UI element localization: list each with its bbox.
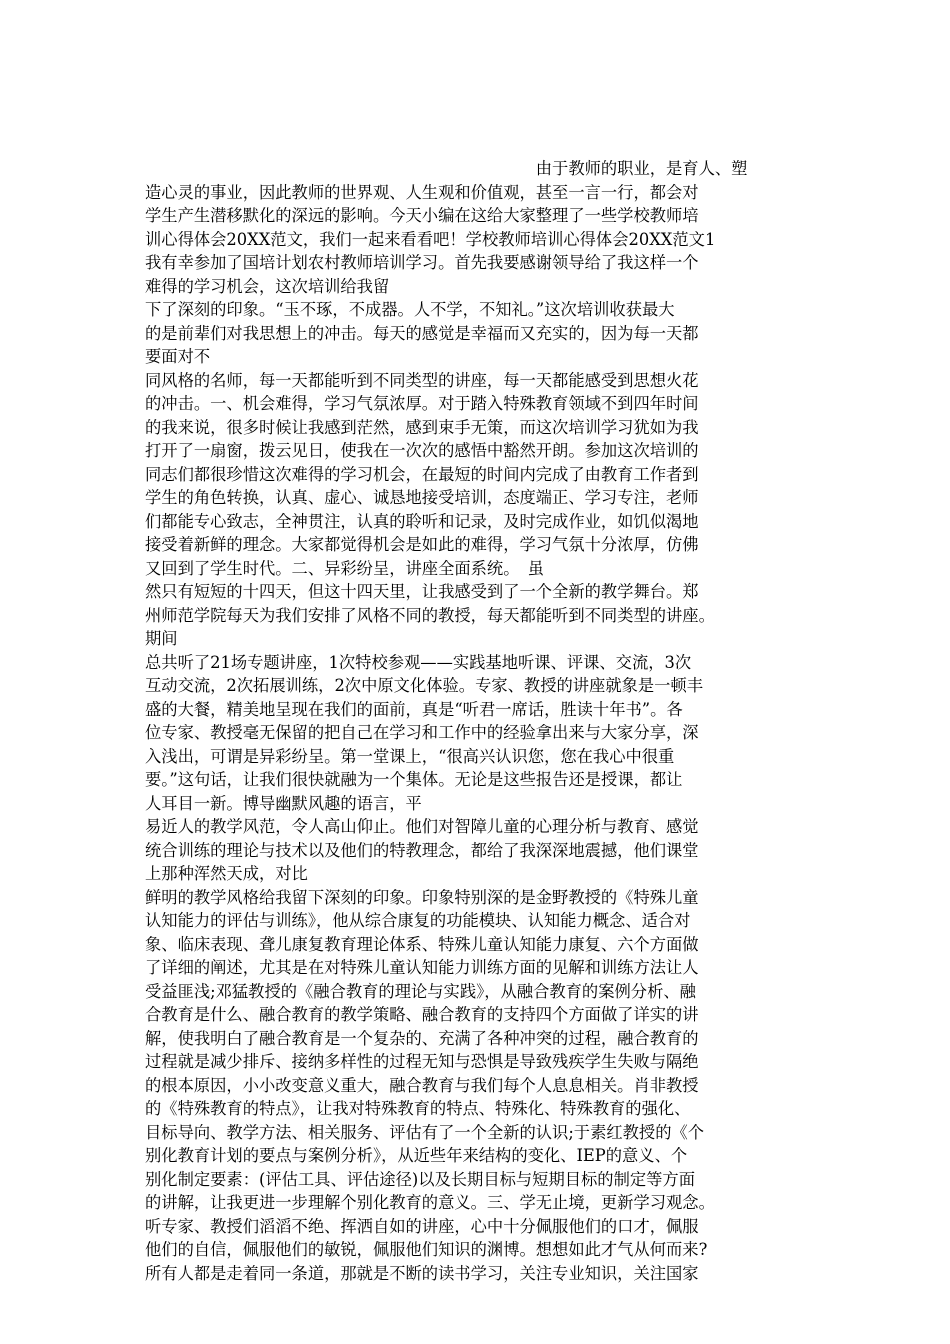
text-line: 训心得体会20XX范文，我们一起来看看吧！学校教师培训心得体会20XX范文1 xyxy=(145,229,716,249)
text-line: 解，使我明白了融合教育是一个复杂的、充满了各种冲突的过程，融合教育的 xyxy=(145,1028,699,1048)
text-line: 由于教师的职业，是育人、塑 xyxy=(145,159,748,178)
text-line: 又回到了学生时代。二、异彩纷呈，讲座全面系统。 虽 xyxy=(145,558,544,578)
text-line: 统合训练的理论与技术以及他们的特教理念，都给了我深深地震撼，他们课堂 xyxy=(145,840,699,860)
text-line: 所有人都是走着同一条道，那就是不断的读书学习，关注专业知识，关注国家 xyxy=(145,1263,699,1283)
text-line: 的《特殊教育的特点》，让我对特殊教育的特点、特殊化、特殊教育的强化、 xyxy=(145,1099,691,1118)
text-line: 互动交流，2次拓展训练，2次中原文化体验。专家、教授的讲座就象是一顿丰 xyxy=(145,676,704,695)
article-body xyxy=(145,157,810,1285)
text-line: 上那种浑然天成，对比 xyxy=(145,864,308,883)
text-line: 听专家、教授们滔滔不绝、挥洒自如的讲座，心中十分佩服他们的口才，佩服 xyxy=(145,1216,699,1236)
text-line: 盛的大餐，精美地呈现在我们的面前，真是“听君一席话，胜读十年书”。各 xyxy=(145,699,683,719)
text-line: 他们的自信，佩服他们的敏锐，佩服他们知识的渊博。想想如此才气从何而来? xyxy=(145,1240,708,1259)
text-line: 打开了一扇窗，拨云见日，使我在一次次的感悟中豁然开朗。参加这次培训的 xyxy=(145,441,699,460)
text-line: 要面对不 xyxy=(145,347,211,366)
text-line: 了详细的阐述，尤其是在对特殊儿童认知能力训练方面的见解和训练方法让人 xyxy=(145,958,699,977)
text-line: 要。”这句话，让我们很快就融为一个集体。无论是这些报告还是授课，都让 xyxy=(145,770,683,789)
text-line: 同志们都很珍惜这次难得的学习机会，在最短的时间内完成了由教育工作者到 xyxy=(145,464,699,484)
text-line: 接受着新鲜的理念。大家都觉得机会是如此的难得，学习气氛十分浓厚，仿佛 xyxy=(145,535,699,554)
text-line: 合教育是什么、融合教育的教学策略、融合教育的支持四个方面做了详实的讲 xyxy=(145,1005,699,1024)
text-line: 造心灵的事业，因此教师的世界观、人生观和价值观，甚至一言一行，都会对 xyxy=(145,182,699,202)
text-line: 目标导向、教学方法、相关服务、评估有了一个全新的认识;于素红教授的《个 xyxy=(145,1122,705,1142)
text-line: 象、临床表现、聋儿康复教育理论体系、特殊儿童认知能力康复、六个方面做 xyxy=(145,934,699,954)
text-line: 州师范学院每天为我们安排了风格不同的教授，每天都能听到不同类型的讲座。 xyxy=(145,605,715,625)
text-line: 入浅出，可谓是异彩纷呈。第一堂课上，“很高兴认识您，您在我心中很重 xyxy=(145,746,675,766)
text-line: 受益匪浅;邓猛教授的《融合教育的理论与实践》，从融合教育的案例分析、融 xyxy=(145,981,696,1001)
text-line: 学生的角色转换，认真、虚心、诚恳地接受培训，态度端正、学习专注，老师 xyxy=(145,488,699,507)
text-line: 的冲击。一、机会难得，学习气氛浓厚。对于踏入特殊教育领域不到四年时间 xyxy=(145,394,699,413)
text-line: 们都能专心致志，全神贯注，认真的聆听和记录，及时完成作业，如饥似渴地 xyxy=(145,511,699,531)
text-line: 然只有短短的十四天，但这十四天里，让我感受到了一个全新的教学舞台。郑 xyxy=(145,582,699,601)
text-line: 下了深刻的印象。“玉不琢，不成器。人不学，不知礼。”这次培训收获最大 xyxy=(145,300,675,319)
text-line: 的根本原因，小小改变意义重大，融合教育与我们每个人息息相关。肖非教授 xyxy=(145,1075,699,1095)
text-line: 易近人的教学风范，令人高山仰止。他们对智障儿童的心理分析与教育、感觉 xyxy=(145,817,699,836)
text-line: 期间 xyxy=(145,629,178,648)
text-line: 学生产生潜移默化的深远的影响。今天小编在这给大家整理了一些学校教师培 xyxy=(145,206,699,225)
text-line: 的我来说，很多时候让我感到茫然，感到束手无策，而这次培训学习犹如为我 xyxy=(145,417,699,437)
text-line: 我有幸参加了国培计划农村教师培训学习。首先我要感谢领导给了我这样一个 xyxy=(145,253,699,272)
text-line: 过程就是减少排斥、接纳多样性的过程无知与恐惧是导致残疾学生失败与隔绝 xyxy=(145,1052,699,1071)
text-line: 的讲解，让我更进一步理解个别化教育的意义。三、学无止境，更新学习观念。 xyxy=(145,1193,715,1212)
text-line: 人耳目一新。博导幽默风趣的语言，平 xyxy=(145,793,422,813)
text-line: 鲜明的教学风格给我留下深刻的印象。印象特别深的是金野教授的《特殊儿童 xyxy=(145,887,699,907)
text-line: 总共听了21场专题讲座，1次特校参观——实践基地听课、评课、交流，3次 xyxy=(145,652,692,672)
text-line: 认知能力的评估与训练》，他从综合康复的功能模块、认知能力概念、适合对 xyxy=(145,911,691,930)
text-line: 别化制定要素：(评估工具、评估途径)以及长期目标与短期目标的制定等方面 xyxy=(145,1169,695,1189)
text-line: 同风格的名师，每一天都能听到不同类型的讲座，每一天都能感受到思想火花 xyxy=(145,370,699,390)
text-line: 的是前辈们对我思想上的冲击。每天的感觉是幸福而又充实的，因为每一天都 xyxy=(145,323,699,343)
text-line: 难得的学习机会，这次培训给我留 xyxy=(145,276,390,296)
text-line: 别化教育计划的要点与案例分析》，从近些年来结构的变化、IEP的意义、个 xyxy=(145,1146,688,1165)
text-line: 位专家、教授毫无保留的把自己在学习和工作中的经验拿出来与大家分享，深 xyxy=(145,723,699,742)
